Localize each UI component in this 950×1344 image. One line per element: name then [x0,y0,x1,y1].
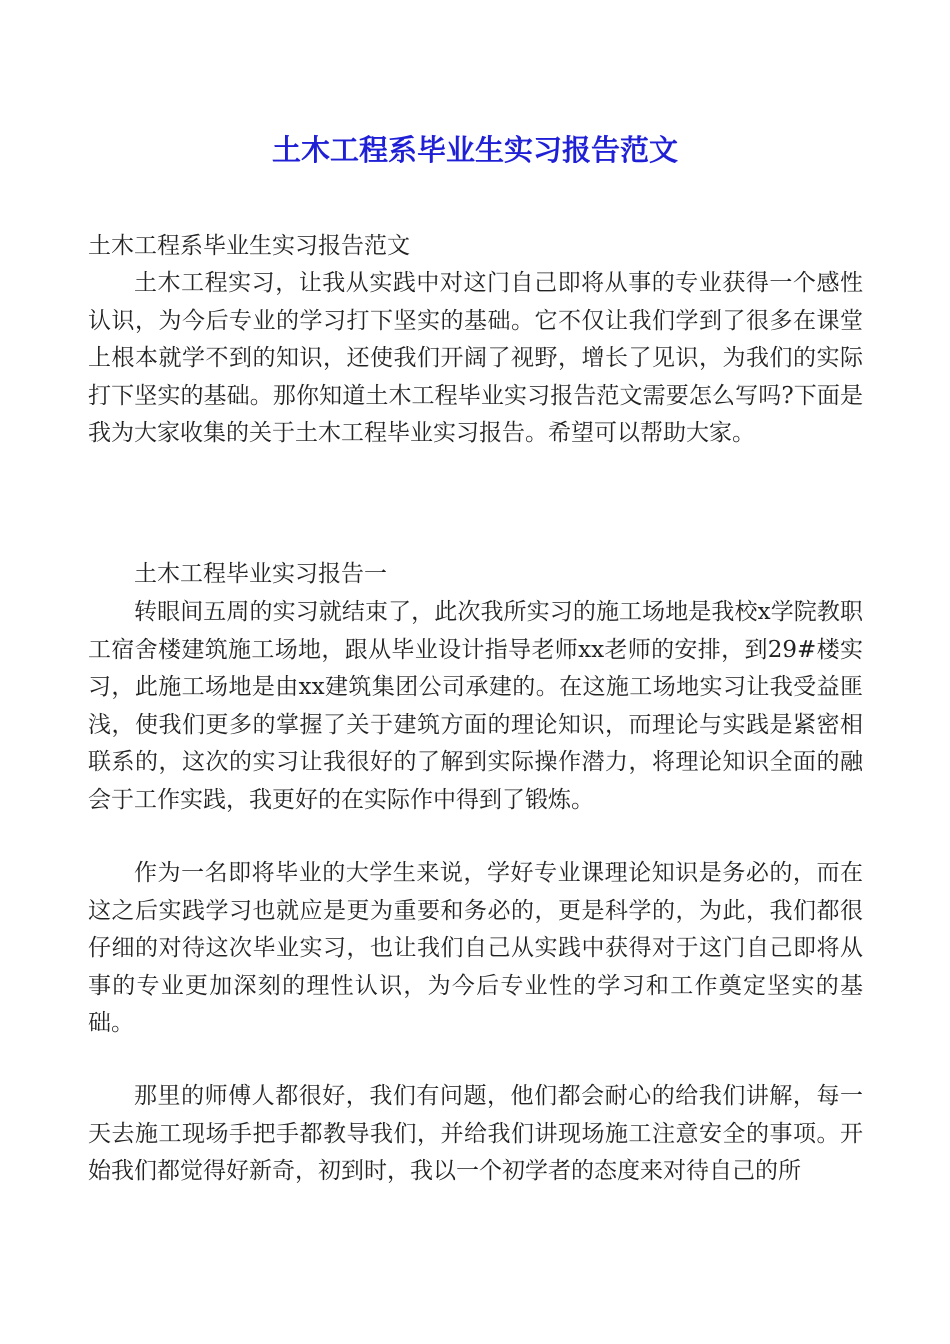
intro-paragraph: 土木工程实习，让我从实践中对这门自己即将从事的专业获得一个感性认识，为今后专业的学习打下坚实的基础。它不仅让我们学到了很多在课堂上根本就学不到的知识，还使我们开阔了视野，增长了见识，为我们的实际打下坚实的基础。那你知道土木工程毕业实习报告范文需要怎么写吗?下面是我为大家收集的关于土木工程毕业实习报告。希望可以帮助大家。 [88,270,863,446]
body-paragraph-1: 转眼间五周的实习就结束了，此次我所实习的施工场地是我校x学院教职工宿舍楼建筑施工场地，跟从毕业设计指导老师xx老师的安排，到29#楼实习，此施工场地是由xx建筑集团公司承建的。在这施工场地实习让我受益匪浅，使我们更多的掌握了关于建筑方面的理论知识，而理论与实践是紧密相联系的，这次的实习让我很好的了解到实际操作潜力，将理论知识全面的融会于工作实践，我更好的在实际作中得到了锻炼。 [88,599,863,813]
body-paragraph-2: 作为一名即将毕业的大学生来说，学好专业课理论知识是务必的，而在这之后实践学习也就应是更为重要和务必的，更是科学的，为此，我们都很仔细的对待这次毕业实习，也让我们自己从实践中获得对于这门自己即将从事的专业更加深刻的理性认识，为今后专业性的学习和工作奠定坚实的基础。 [88,860,863,1036]
section-heading: 土木工程毕业实习报告一 [134,561,387,587]
document-title: 土木工程系毕业生实习报告范文 [271,133,678,167]
document-subtitle: 土木工程系毕业生实习报告范文 [88,233,410,259]
body-paragraph-3: 那里的师傅人都很好，我们有问题，他们都会耐心的给我们讲解，每一天去施工现场手把手都教导我们，并给我们讲现场施工注意安全的事项。开始我们都觉得好新奇，初到时，我以一个初学者的态度来对待自己的所 [88,1083,863,1184]
